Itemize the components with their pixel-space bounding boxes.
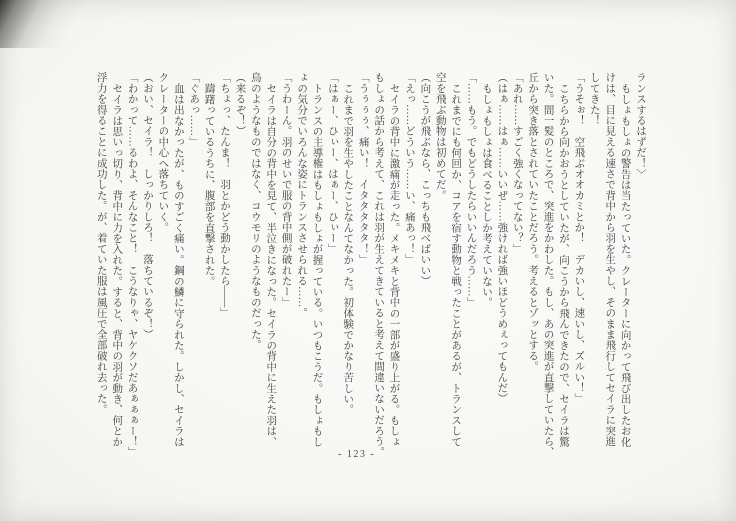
text-line: 「あれ……すごく強くなってない？」: [511, 72, 523, 254]
text-line: 「ぐあっ……」: [188, 72, 200, 147]
text-line: もしょの話から考えて、これは羽が生えてきていると考えて間違いないだろう。: [373, 72, 385, 458]
text-line: セイラは思いっ切り、背中に力を入れた。すると、背中の羽が動き、何とか: [111, 82, 123, 447]
text-line: トランスの主導権はもしょもしょが握っている。いつもこうだ。もしょもし: [311, 82, 323, 447]
text-line: （来るぞ！）: [234, 72, 246, 137]
text-line: 「ちょっ、たんま！ 羽とかどう動かしたら――」: [219, 72, 231, 319]
text-line: 丘から突き落とされていたことだろう。考えるとゾッとする。: [527, 72, 539, 372]
page-number: - 123 -: [338, 449, 376, 460]
text-line: ょの気分でいろんな姿にトランスさせられる……。: [296, 72, 308, 319]
text-line: 「うそぉ！ 空飛ぶオオカミとか！ デカいし、速いし、ズルい！」: [573, 72, 585, 404]
text-line: これまでにも何回か、コアを宿す動物と戦ったことがあるが、トランスして: [450, 82, 462, 447]
text-line: 「うわーん。羽のせいで服の背中側が破れたー」: [280, 72, 292, 308]
text-line: 「……もう。でもどうしたらいいんだろう……」: [465, 72, 477, 308]
text-line: もしょもしょの警告は当たっていた。クレーターに向かって飛び出したお化: [619, 82, 631, 447]
text-line: （おい、セイラ！ しっかりしろ！ 落ちているぞ！）: [142, 72, 153, 340]
text-line: もしょもしょは食べることしか考えていない。: [480, 82, 492, 308]
text-line: 血は出なかったが、ものすごく痛い。鋼の鱗に守られた。しかし、セイラは: [172, 82, 184, 447]
text-line: 「はぁー、ひぃー、はぁー、ひぃー」: [326, 72, 338, 254]
text-line: 鳥のようなものではなく、コウモリのようなものだった。: [249, 72, 261, 351]
text-line: 空を飛ぶ動物は初めてだ。: [434, 72, 446, 201]
text-line: （はぁ……はぁ……いいぜ……強ければ強いほどうめぇってもんだ）: [496, 72, 508, 404]
text-line: けは、目に見える速さで背中から羽を生やし、そのまま飛行してセイラに突進: [604, 72, 616, 447]
text-line: 「えっ……どういう……い、痛あっ！」: [403, 72, 415, 265]
text-line: セイラは自分の背中を見て、半泣きになった。セイラの背中に生えた羽は、: [265, 82, 277, 447]
text-line: セイラの背中に激痛が走った。メキメキと背中の一部が盛り上がる。もしょ: [388, 82, 400, 447]
text-line: 「うぅぅぅ、痛い！ イタタタタタ！」: [357, 72, 369, 265]
text-line: （向こうが飛ぶなら、こっちも飛べばいい）: [419, 72, 431, 286]
text-line: してきた！: [588, 72, 600, 126]
text-line: こちらから向かおうとしていたが、向こうから飛んできたので、セイラは驚: [557, 82, 569, 447]
text-line: ランスするはずだ！〉: [635, 72, 646, 179]
text-line: 「わかって……るわよ、そんなこと！ こうなりゃ、ヤケクソだあぁぁぁー！」: [126, 72, 138, 458]
text-line: これまで羽を生やしたことなんてなかった。初体験でかなり苦しい。: [342, 82, 354, 415]
text-line: 浮力を得ることに成功した。が、着ていた服は風圧で全部破れ去った。: [95, 72, 107, 415]
text-line: クレーターの中心へ落ちていく。: [157, 72, 169, 233]
text-line: いた。間一髪のところで、突進をかわした。もし、あの突進が直撃していたら、: [542, 72, 554, 458]
scan-corner-shadow: [0, 0, 110, 48]
text-line: 躊躇っているうちに、腹部を直撃された。: [203, 82, 215, 286]
